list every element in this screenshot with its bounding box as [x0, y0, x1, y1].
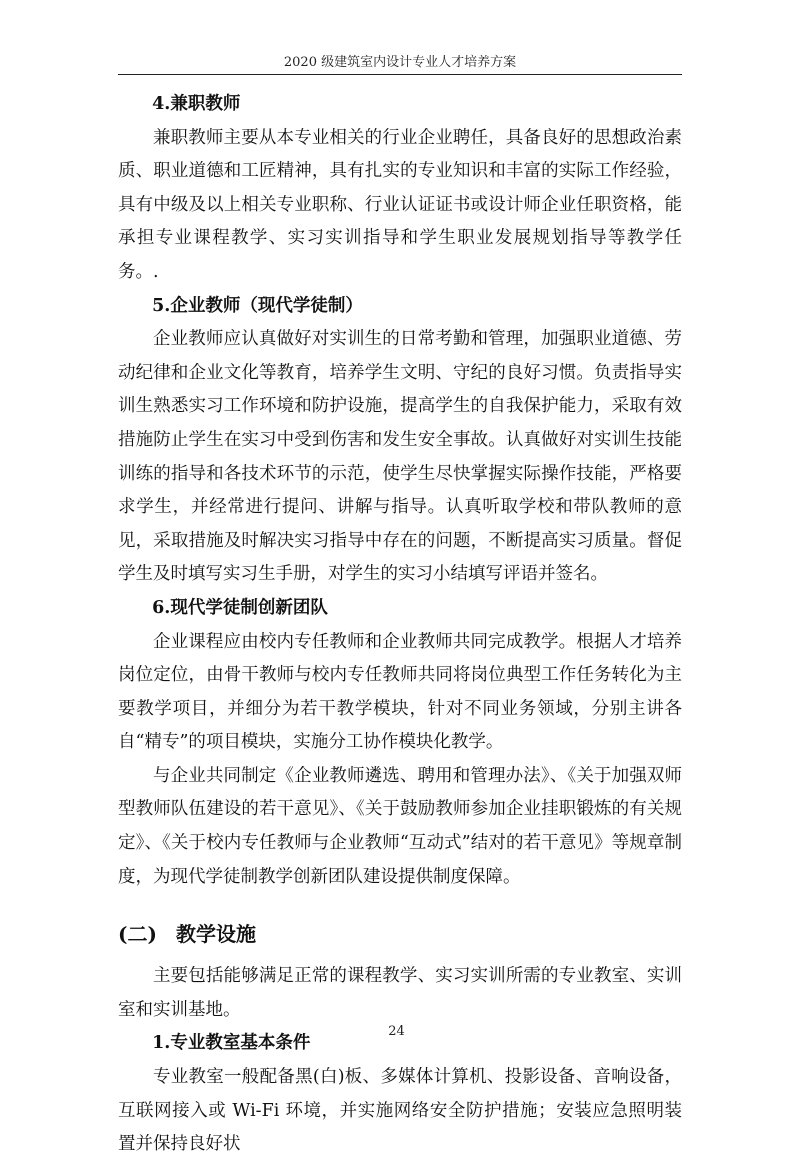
header-rule	[118, 74, 682, 75]
page-content	[118, 88, 682, 1162]
paragraph-part-time-teachers: 兼职教师主要从本专业相关的行业企业聘任，具备良好的思想政治素质、职业道德和工匠精神，具有扎实的专业知识和丰富的实际工作经验，具有中级及以上相关专业职称、行业认证证书或设计师企业任职资格，能承担专业课程教学、实习实训指导和学生职业发展规划指导等教学任务。.	[118, 127, 682, 282]
section-title: 教学设施	[176, 922, 256, 947]
heading-part-time-teachers: 4.兼职教师	[152, 94, 241, 114]
section-heading-teaching-facilities	[118, 912, 682, 956]
paragraph-enterprise-teachers: 企业教师应认真做好对实训生的日常考勤和管理，加强职业道德、劳动纪律和企业文化等教育，培养学生文明、守纪的良好习惯。负责指导实训生熟悉实习工作环境和防护设施，提高学生的自我保护能力，采取有效措施防止学生在实习中受到伤害和发生安全事故。认真做好对实训生技能训练的指导和各技术环节的示范，使学生尽快掌握实际操作技能，严格要求学生，并经常进行提问、讲解与指导。认真听取学校和带队教师的意见，采取措施及时解决实习指导中存在的问题，不断提高实习质量。督促学生及时填写实习生手册，对学生的实习小结填写评语并签名。	[118, 329, 682, 585]
heading-apprenticeship-team: 6.现代学徒制创新团队	[152, 597, 328, 618]
paragraph-teaching-facilities: 主要包括能够满足正常的课程教学、实习实训所需的专业教室、实训室和实训基地。	[118, 966, 682, 1020]
page-number: 24	[388, 1024, 405, 1039]
running-header: 2020 级建筑室内设计专业人才培养方案	[283, 55, 517, 70]
section-number: (二)	[118, 922, 157, 947]
heading-classroom-conditions: 1.专业教室基本条件	[152, 1033, 311, 1054]
paragraph-classroom-conditions: 专业教室一般配备黑(白)板、多媒体计算机、投影设备、音响设备，互联网接入或 Wi-Fi 环境，并实施网络安全防护措施；安装应急照明装置并保持良好状	[118, 1067, 682, 1155]
heading-enterprise-teachers: 5.企业教师（现代学徒制）	[152, 295, 363, 316]
paragraph-apprenticeship-team-1: 企业课程应由校内专任教师和企业教师共同完成教学。根据人才培养岗位定位，由骨干教师与校内专任教师共同将岗位典型工作任务转化为主要教学项目，并细分为若干教学模块，针对不同业务领域，分别主讲各自“精专”的项目模块，实施分工协作模块化教学。	[118, 631, 682, 753]
paragraph-apprenticeship-team-2: 与企业共同制定《企业教师遴选、聘用和管理办法》、《关于加强双师型教师队伍建设的若干意见》、《关于鼓励教师参加企业挂职锻炼的有关规定》、《关于校内专任教师与企业教师“互动式”结对的若干意见》等规章制度，为现代学徒制教学创新团队建设提供制度保障。	[118, 765, 682, 887]
